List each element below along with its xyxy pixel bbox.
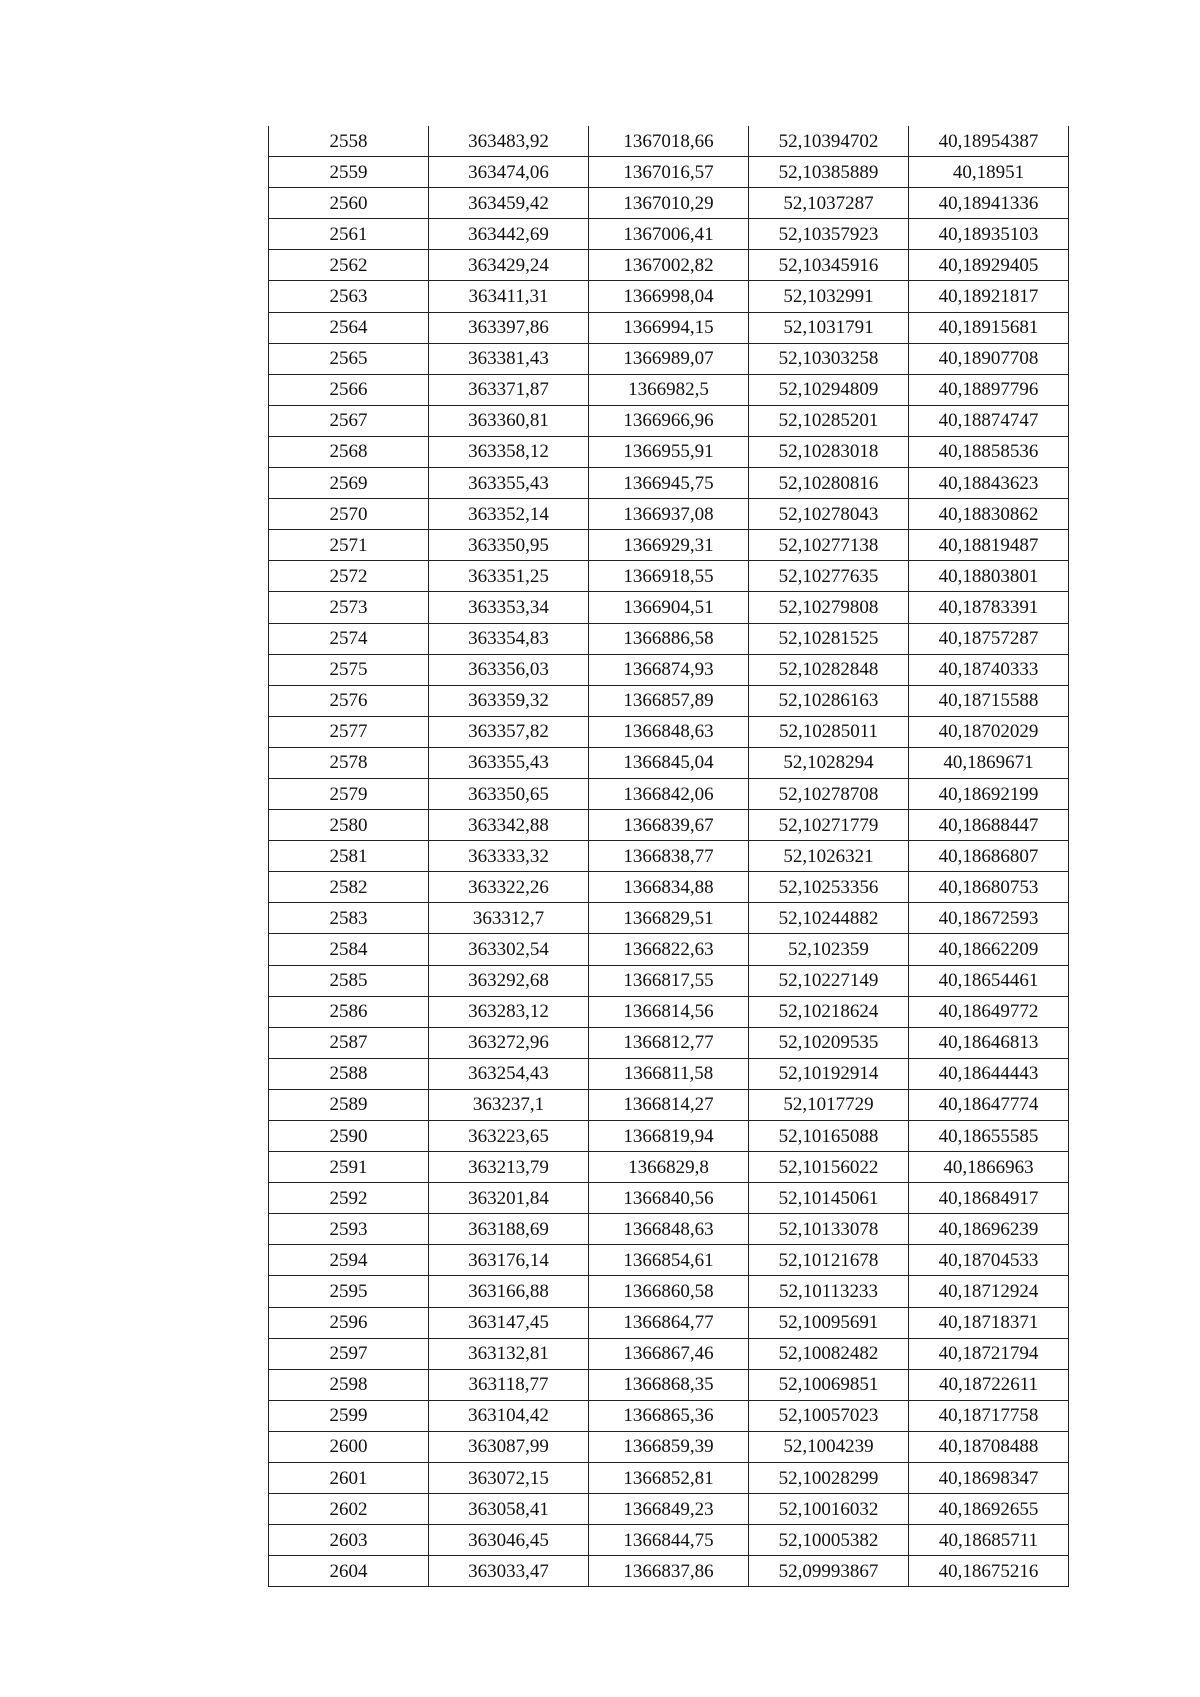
x-coordinate-cell: 363442,69: [429, 219, 589, 250]
point-number-cell: 2591: [269, 1152, 429, 1183]
x-coordinate-cell: 363087,99: [429, 1431, 589, 1462]
x-coordinate-cell: 363360,81: [429, 405, 589, 436]
latitude-cell: 40,18830862: [909, 499, 1069, 530]
y-coordinate-cell: 1366955,91: [589, 436, 749, 467]
point-number-cell: 2567: [269, 405, 429, 436]
longitude-cell: 52,1037287: [749, 188, 909, 219]
latitude-cell: 40,18721794: [909, 1338, 1069, 1369]
longitude-cell: 52,10285201: [749, 405, 909, 436]
x-coordinate-cell: 363358,12: [429, 436, 589, 467]
x-coordinate-cell: 363342,88: [429, 810, 589, 841]
latitude-cell: 40,18680753: [909, 872, 1069, 903]
latitude-cell: 40,18692199: [909, 778, 1069, 809]
point-number-cell: 2577: [269, 716, 429, 747]
longitude-cell: 52,10394702: [749, 126, 909, 157]
point-number-cell: 2558: [269, 126, 429, 157]
y-coordinate-cell: 1366848,63: [589, 1214, 749, 1245]
latitude-cell: 40,18929405: [909, 250, 1069, 281]
latitude-cell: 40,18662209: [909, 934, 1069, 965]
point-number-cell: 2590: [269, 1121, 429, 1152]
latitude-cell: 40,18907708: [909, 343, 1069, 374]
longitude-cell: 52,10279808: [749, 592, 909, 623]
longitude-cell: 52,10016032: [749, 1494, 909, 1525]
y-coordinate-cell: 1366814,56: [589, 996, 749, 1027]
x-coordinate-cell: 363350,95: [429, 530, 589, 561]
point-number-cell: 2563: [269, 281, 429, 312]
longitude-cell: 52,1028294: [749, 747, 909, 778]
latitude-cell: 40,18874747: [909, 405, 1069, 436]
latitude-cell: 40,18675216: [909, 1556, 1069, 1587]
point-number-cell: 2574: [269, 623, 429, 654]
table-row: [269, 436, 1069, 467]
x-coordinate-cell: 363355,43: [429, 747, 589, 778]
x-coordinate-cell: 363312,7: [429, 903, 589, 934]
point-number-cell: 2599: [269, 1400, 429, 1431]
longitude-cell: 52,1004239: [749, 1431, 909, 1462]
point-number-cell: 2585: [269, 965, 429, 996]
longitude-cell: 52,10121678: [749, 1245, 909, 1276]
y-coordinate-cell: 1366840,56: [589, 1183, 749, 1214]
point-number-cell: 2565: [269, 343, 429, 374]
table-row: [269, 716, 1069, 747]
longitude-cell: 52,1026321: [749, 841, 909, 872]
x-coordinate-cell: 363118,77: [429, 1369, 589, 1400]
point-number-cell: 2601: [269, 1463, 429, 1494]
y-coordinate-cell: 1366812,77: [589, 1027, 749, 1058]
table-row: [269, 934, 1069, 965]
point-number-cell: 2566: [269, 374, 429, 405]
x-coordinate-cell: 363354,83: [429, 623, 589, 654]
coordinates-table: [268, 126, 1069, 1587]
table-row: [269, 1431, 1069, 1462]
y-coordinate-cell: 1366842,06: [589, 778, 749, 809]
table-row: [269, 872, 1069, 903]
longitude-cell: 52,10156022: [749, 1152, 909, 1183]
y-coordinate-cell: 1366829,8: [589, 1152, 749, 1183]
coordinates-table-body: [269, 126, 1069, 1587]
point-number-cell: 2602: [269, 1494, 429, 1525]
point-number-cell: 2582: [269, 872, 429, 903]
longitude-cell: 52,10277138: [749, 530, 909, 561]
latitude-cell: 40,18672593: [909, 903, 1069, 934]
y-coordinate-cell: 1366865,36: [589, 1400, 749, 1431]
longitude-cell: 52,10069851: [749, 1369, 909, 1400]
longitude-cell: 52,10209535: [749, 1027, 909, 1058]
point-number-cell: 2603: [269, 1525, 429, 1556]
table-row: [269, 1121, 1069, 1152]
x-coordinate-cell: 363459,42: [429, 188, 589, 219]
y-coordinate-cell: 1366886,58: [589, 623, 749, 654]
longitude-cell: 52,10057023: [749, 1400, 909, 1431]
x-coordinate-cell: 363213,79: [429, 1152, 589, 1183]
longitude-cell: 52,10082482: [749, 1338, 909, 1369]
latitude-cell: 40,18702029: [909, 716, 1069, 747]
x-coordinate-cell: 363283,12: [429, 996, 589, 1027]
table-row: [269, 1152, 1069, 1183]
y-coordinate-cell: 1366874,93: [589, 654, 749, 685]
table-row: [269, 1276, 1069, 1307]
y-coordinate-cell: 1366857,89: [589, 685, 749, 716]
table-row: [269, 1369, 1069, 1400]
longitude-cell: 52,10165088: [749, 1121, 909, 1152]
x-coordinate-cell: 363353,34: [429, 592, 589, 623]
point-number-cell: 2586: [269, 996, 429, 1027]
longitude-cell: 52,1017729: [749, 1089, 909, 1120]
longitude-cell: 52,10285011: [749, 716, 909, 747]
latitude-cell: 40,18715588: [909, 685, 1069, 716]
y-coordinate-cell: 1366918,55: [589, 561, 749, 592]
latitude-cell: 40,18686807: [909, 841, 1069, 872]
x-coordinate-cell: 363357,82: [429, 716, 589, 747]
longitude-cell: 52,10286163: [749, 685, 909, 716]
table-row: [269, 374, 1069, 405]
y-coordinate-cell: 1366849,23: [589, 1494, 749, 1525]
latitude-cell: 40,18688447: [909, 810, 1069, 841]
x-coordinate-cell: 363176,14: [429, 1245, 589, 1276]
x-coordinate-cell: 363429,24: [429, 250, 589, 281]
latitude-cell: 40,18921817: [909, 281, 1069, 312]
y-coordinate-cell: 1366868,35: [589, 1369, 749, 1400]
x-coordinate-cell: 363322,26: [429, 872, 589, 903]
table-row: [269, 747, 1069, 778]
x-coordinate-cell: 363381,43: [429, 343, 589, 374]
point-number-cell: 2604: [269, 1556, 429, 1587]
y-coordinate-cell: 1367018,66: [589, 126, 749, 157]
table-row: [269, 685, 1069, 716]
latitude-cell: 40,18783391: [909, 592, 1069, 623]
longitude-cell: 52,10244882: [749, 903, 909, 934]
y-coordinate-cell: 1366854,61: [589, 1245, 749, 1276]
longitude-cell: 52,09993867: [749, 1556, 909, 1587]
latitude-cell: 40,18858536: [909, 436, 1069, 467]
y-coordinate-cell: 1366994,15: [589, 312, 749, 343]
point-number-cell: 2576: [269, 685, 429, 716]
y-coordinate-cell: 1366904,51: [589, 592, 749, 623]
x-coordinate-cell: 363147,45: [429, 1307, 589, 1338]
x-coordinate-cell: 363356,03: [429, 654, 589, 685]
table-row: [269, 778, 1069, 809]
x-coordinate-cell: 363046,45: [429, 1525, 589, 1556]
latitude-cell: 40,1866963: [909, 1152, 1069, 1183]
table-row: [269, 623, 1069, 654]
y-coordinate-cell: 1366860,58: [589, 1276, 749, 1307]
y-coordinate-cell: 1366814,27: [589, 1089, 749, 1120]
y-coordinate-cell: 1366811,58: [589, 1058, 749, 1089]
longitude-cell: 52,10282848: [749, 654, 909, 685]
table-row: [269, 1089, 1069, 1120]
y-coordinate-cell: 1366998,04: [589, 281, 749, 312]
point-number-cell: 2597: [269, 1338, 429, 1369]
y-coordinate-cell: 1366848,63: [589, 716, 749, 747]
longitude-cell: 52,10385889: [749, 157, 909, 188]
longitude-cell: 52,10227149: [749, 965, 909, 996]
latitude-cell: 40,18954387: [909, 126, 1069, 157]
latitude-cell: 40,18704533: [909, 1245, 1069, 1276]
table-row: [269, 996, 1069, 1027]
point-number-cell: 2587: [269, 1027, 429, 1058]
longitude-cell: 52,10278708: [749, 778, 909, 809]
longitude-cell: 52,10271779: [749, 810, 909, 841]
latitude-cell: 40,18941336: [909, 188, 1069, 219]
table-row: [269, 157, 1069, 188]
point-number-cell: 2568: [269, 436, 429, 467]
y-coordinate-cell: 1366859,39: [589, 1431, 749, 1462]
x-coordinate-cell: 363237,1: [429, 1089, 589, 1120]
y-coordinate-cell: 1366817,55: [589, 965, 749, 996]
y-coordinate-cell: 1366829,51: [589, 903, 749, 934]
point-number-cell: 2580: [269, 810, 429, 841]
point-number-cell: 2570: [269, 499, 429, 530]
point-number-cell: 2581: [269, 841, 429, 872]
x-coordinate-cell: 363371,87: [429, 374, 589, 405]
point-number-cell: 2569: [269, 468, 429, 499]
table-row: [269, 1463, 1069, 1494]
table-row: [269, 219, 1069, 250]
table-row: [269, 1058, 1069, 1089]
longitude-cell: 52,10281525: [749, 623, 909, 654]
point-number-cell: 2573: [269, 592, 429, 623]
point-number-cell: 2564: [269, 312, 429, 343]
x-coordinate-cell: 363166,88: [429, 1276, 589, 1307]
latitude-cell: 40,18698347: [909, 1463, 1069, 1494]
longitude-cell: 52,10005382: [749, 1525, 909, 1556]
x-coordinate-cell: 363397,86: [429, 312, 589, 343]
latitude-cell: 40,18654461: [909, 965, 1069, 996]
longitude-cell: 52,10145061: [749, 1183, 909, 1214]
latitude-cell: 40,18722611: [909, 1369, 1069, 1400]
x-coordinate-cell: 363355,43: [429, 468, 589, 499]
latitude-cell: 40,18646813: [909, 1027, 1069, 1058]
x-coordinate-cell: 363058,41: [429, 1494, 589, 1525]
point-number-cell: 2562: [269, 250, 429, 281]
x-coordinate-cell: 363104,42: [429, 1400, 589, 1431]
table-row: [269, 654, 1069, 685]
x-coordinate-cell: 363302,54: [429, 934, 589, 965]
x-coordinate-cell: 363292,68: [429, 965, 589, 996]
x-coordinate-cell: 363483,92: [429, 126, 589, 157]
table-row: [269, 561, 1069, 592]
table-row: [269, 1400, 1069, 1431]
table-row: [269, 1307, 1069, 1338]
y-coordinate-cell: 1366937,08: [589, 499, 749, 530]
table-row: [269, 841, 1069, 872]
point-number-cell: 2560: [269, 188, 429, 219]
latitude-cell: 40,18708488: [909, 1431, 1069, 1462]
point-number-cell: 2588: [269, 1058, 429, 1089]
longitude-cell: 52,10277635: [749, 561, 909, 592]
latitude-cell: 40,18740333: [909, 654, 1069, 685]
table-row: [269, 188, 1069, 219]
table-row: [269, 903, 1069, 934]
point-number-cell: 2596: [269, 1307, 429, 1338]
latitude-cell: 40,18647774: [909, 1089, 1069, 1120]
y-coordinate-cell: 1366867,46: [589, 1338, 749, 1369]
y-coordinate-cell: 1366945,75: [589, 468, 749, 499]
table-row: [269, 1245, 1069, 1276]
latitude-cell: 40,18644443: [909, 1058, 1069, 1089]
latitude-cell: 40,18843623: [909, 468, 1069, 499]
y-coordinate-cell: 1366838,77: [589, 841, 749, 872]
latitude-cell: 40,18935103: [909, 219, 1069, 250]
point-number-cell: 2583: [269, 903, 429, 934]
y-coordinate-cell: 1367006,41: [589, 219, 749, 250]
latitude-cell: 40,18685711: [909, 1525, 1069, 1556]
y-coordinate-cell: 1367016,57: [589, 157, 749, 188]
table-row: [269, 1525, 1069, 1556]
x-coordinate-cell: 363333,32: [429, 841, 589, 872]
point-number-cell: 2595: [269, 1276, 429, 1307]
longitude-cell: 52,102359: [749, 934, 909, 965]
longitude-cell: 52,10253356: [749, 872, 909, 903]
longitude-cell: 52,10113233: [749, 1276, 909, 1307]
x-coordinate-cell: 363350,65: [429, 778, 589, 809]
longitude-cell: 52,10303258: [749, 343, 909, 374]
table-row: [269, 1214, 1069, 1245]
latitude-cell: 40,18692655: [909, 1494, 1069, 1525]
y-coordinate-cell: 1366822,63: [589, 934, 749, 965]
longitude-cell: 52,10345916: [749, 250, 909, 281]
longitude-cell: 52,10028299: [749, 1463, 909, 1494]
x-coordinate-cell: 363359,32: [429, 685, 589, 716]
latitude-cell: 40,18712924: [909, 1276, 1069, 1307]
longitude-cell: 52,10192914: [749, 1058, 909, 1089]
x-coordinate-cell: 363072,15: [429, 1463, 589, 1494]
point-number-cell: 2572: [269, 561, 429, 592]
x-coordinate-cell: 363188,69: [429, 1214, 589, 1245]
point-number-cell: 2598: [269, 1369, 429, 1400]
table-row: [269, 250, 1069, 281]
longitude-cell: 52,10283018: [749, 436, 909, 467]
x-coordinate-cell: 363033,47: [429, 1556, 589, 1587]
latitude-cell: 40,1869671: [909, 747, 1069, 778]
latitude-cell: 40,18915681: [909, 312, 1069, 343]
longitude-cell: 52,1032991: [749, 281, 909, 312]
y-coordinate-cell: 1366844,75: [589, 1525, 749, 1556]
table-row: [269, 312, 1069, 343]
latitude-cell: 40,18718371: [909, 1307, 1069, 1338]
y-coordinate-cell: 1367002,82: [589, 250, 749, 281]
x-coordinate-cell: 363223,65: [429, 1121, 589, 1152]
point-number-cell: 2593: [269, 1214, 429, 1245]
latitude-cell: 40,18803801: [909, 561, 1069, 592]
point-number-cell: 2578: [269, 747, 429, 778]
y-coordinate-cell: 1366929,31: [589, 530, 749, 561]
latitude-cell: 40,18757287: [909, 623, 1069, 654]
table-row: [269, 1027, 1069, 1058]
longitude-cell: 52,1031791: [749, 312, 909, 343]
table-row: [269, 1183, 1069, 1214]
latitude-cell: 40,18696239: [909, 1214, 1069, 1245]
point-number-cell: 2559: [269, 157, 429, 188]
table-row: [269, 1494, 1069, 1525]
table-row: [269, 468, 1069, 499]
x-coordinate-cell: 363272,96: [429, 1027, 589, 1058]
latitude-cell: 40,18649772: [909, 996, 1069, 1027]
longitude-cell: 52,10278043: [749, 499, 909, 530]
latitude-cell: 40,18717758: [909, 1400, 1069, 1431]
table-row: [269, 965, 1069, 996]
latitude-cell: 40,18655585: [909, 1121, 1069, 1152]
longitude-cell: 52,10294809: [749, 374, 909, 405]
y-coordinate-cell: 1366834,88: [589, 872, 749, 903]
point-number-cell: 2575: [269, 654, 429, 685]
y-coordinate-cell: 1366845,04: [589, 747, 749, 778]
point-number-cell: 2589: [269, 1089, 429, 1120]
y-coordinate-cell: 1366819,94: [589, 1121, 749, 1152]
point-number-cell: 2600: [269, 1431, 429, 1462]
y-coordinate-cell: 1366837,86: [589, 1556, 749, 1587]
y-coordinate-cell: 1366852,81: [589, 1463, 749, 1494]
table-row: [269, 530, 1069, 561]
table-row: [269, 592, 1069, 623]
point-number-cell: 2592: [269, 1183, 429, 1214]
latitude-cell: 40,18951: [909, 157, 1069, 188]
x-coordinate-cell: 363201,84: [429, 1183, 589, 1214]
longitude-cell: 52,10218624: [749, 996, 909, 1027]
y-coordinate-cell: 1367010,29: [589, 188, 749, 219]
x-coordinate-cell: 363352,14: [429, 499, 589, 530]
x-coordinate-cell: 363351,25: [429, 561, 589, 592]
table-row: [269, 343, 1069, 374]
point-number-cell: 2579: [269, 778, 429, 809]
longitude-cell: 52,10357923: [749, 219, 909, 250]
x-coordinate-cell: 363474,06: [429, 157, 589, 188]
point-number-cell: 2594: [269, 1245, 429, 1276]
y-coordinate-cell: 1366839,67: [589, 810, 749, 841]
latitude-cell: 40,18819487: [909, 530, 1069, 561]
longitude-cell: 52,10095691: [749, 1307, 909, 1338]
table-row: [269, 810, 1069, 841]
y-coordinate-cell: 1366966,96: [589, 405, 749, 436]
table-row: [269, 1338, 1069, 1369]
longitude-cell: 52,10133078: [749, 1214, 909, 1245]
x-coordinate-cell: 363411,31: [429, 281, 589, 312]
y-coordinate-cell: 1366864,77: [589, 1307, 749, 1338]
table-row: [269, 281, 1069, 312]
latitude-cell: 40,18897796: [909, 374, 1069, 405]
x-coordinate-cell: 363254,43: [429, 1058, 589, 1089]
latitude-cell: 40,18684917: [909, 1183, 1069, 1214]
table-row: [269, 126, 1069, 157]
x-coordinate-cell: 363132,81: [429, 1338, 589, 1369]
table-row: [269, 1556, 1069, 1587]
point-number-cell: 2571: [269, 530, 429, 561]
longitude-cell: 52,10280816: [749, 468, 909, 499]
point-number-cell: 2584: [269, 934, 429, 965]
table-row: [269, 405, 1069, 436]
y-coordinate-cell: 1366982,5: [589, 374, 749, 405]
point-number-cell: 2561: [269, 219, 429, 250]
y-coordinate-cell: 1366989,07: [589, 343, 749, 374]
table-row: [269, 499, 1069, 530]
